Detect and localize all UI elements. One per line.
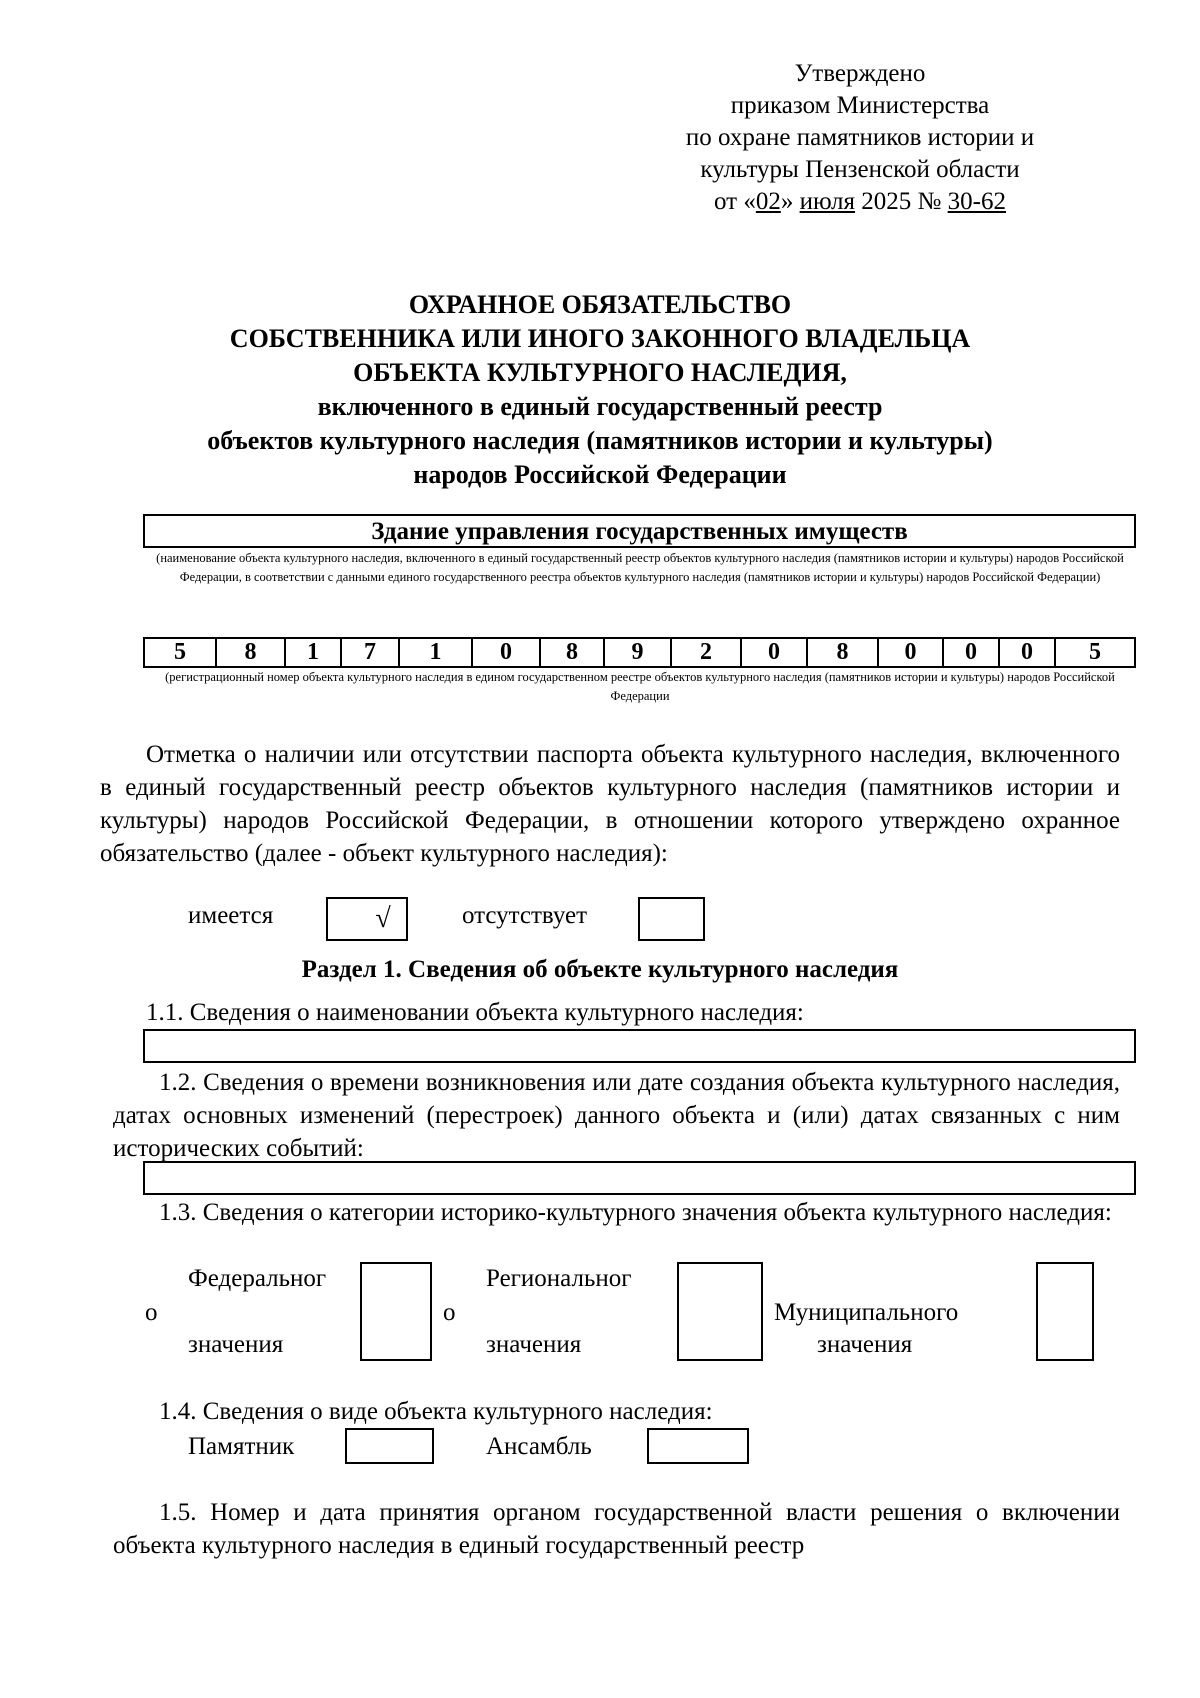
date-mid: »	[780, 188, 800, 215]
approval-line-4: культуры Пензенской области	[700, 156, 1020, 183]
approval-line-3: по охране памятников истории и	[685, 124, 1035, 151]
passport-paragraph: Отметка о наличии или отсутствии паспорта объекта культурного наследия, включенного в единый государственный реестр объектов культурного наследия (памятников истории и культуры) народов Российской Федерации, в отношении которого утверждено охранное обязательство (далее - объект культурного наследия):	[100, 741, 1120, 867]
monument-label: Памятник	[188, 1433, 295, 1460]
municipal-label-top: Муниципального	[774, 1299, 959, 1326]
registration-digit-cell: 1	[400, 639, 473, 666]
object-name-field[interactable]: Здание управления государственных имуществ	[143, 514, 1136, 548]
date-year: 2025 №	[855, 188, 948, 215]
check-mark: √	[375, 903, 391, 934]
registration-number-caption: (регистрационный номер объекта культурного наследия в едином государственном реестре объектов культурного наследия (памятников истории и культуры) народов Российской Федерации	[165, 670, 1115, 703]
date-prefix: от «	[714, 188, 756, 215]
registration-digit-cell: 8	[217, 639, 286, 666]
municipal-checkbox[interactable]	[1036, 1262, 1094, 1361]
item-1-2-field[interactable]	[143, 1161, 1136, 1195]
registration-digit-cell: 5	[145, 639, 217, 666]
passport-has-checkbox[interactable]	[326, 897, 408, 941]
title-line-1: ОХРАННОЕ ОБЯЗАТЕЛЬСТВО	[408, 290, 792, 319]
item-1-4-label: 1.4. Сведения о виде объекта культурного наследия:	[159, 1398, 713, 1425]
registration-digit-cell: 2	[672, 639, 742, 666]
title-line-2: СОБСТВЕННИКА ИЛИ ИНОГО ЗАКОННОГО ВЛАДЕЛЬЦА	[229, 324, 971, 353]
registration-digit-cell: 5	[1089, 639, 1101, 665]
registration-number-grid	[143, 637, 1136, 668]
object-name-caption: (наименование объекта культурного наследия, включенного в единый государственный реестр объектов культурного наследия (памятников истории и культуры) народов Российской Федерации, в соответствии с данными единого государственного реестра объектов культурного наследия (памятников истории и культуры) народов Российской Федерации)	[156, 551, 1124, 584]
federal-label-top: Федеральног	[188, 1265, 327, 1292]
item-1-2-label: 1.2. Сведения о времени возникновения или дате создания объекта культурного наследия, датах основных изменений (перестроек) данного объекта и (или) датах связанных с ним исторических событий:	[113, 1069, 1120, 1162]
registration-digit-cell: 0	[742, 639, 808, 666]
document-title	[100, 288, 1100, 492]
title-line-3: ОБЪЕКТА КУЛЬТУРНОГО НАСЛЕДИЯ,	[353, 358, 847, 387]
registration-digit-cell: 0	[944, 639, 1000, 666]
regional-label-top: Региональног	[486, 1265, 632, 1292]
item-1-1-field[interactable]	[143, 1029, 1136, 1063]
federal-label-o: о	[145, 1299, 158, 1326]
regional-checkbox[interactable]	[677, 1262, 763, 1361]
registration-digit-cell: 0	[1000, 639, 1056, 666]
order-number: 30-62	[947, 188, 1006, 215]
registration-digit-cell: 0	[879, 639, 944, 666]
approval-block	[640, 58, 1080, 218]
approval-line-1: Утверждено	[794, 60, 926, 87]
passport-has-label: имеется	[188, 902, 274, 929]
federal-checkbox[interactable]	[360, 1262, 432, 1361]
title-line-5: объектов культурного наследия (памятников истории и культуры)	[207, 426, 993, 455]
regional-label-o: о	[443, 1299, 456, 1326]
approval-line-2: приказом Министерства	[730, 92, 990, 119]
item-1-5-label: 1.5. Номер и дата принятия органом государственной власти решения о включении объекта культурного наследия в единый государственный реестр	[113, 1499, 1120, 1559]
date-day: 02	[755, 188, 781, 215]
registration-digit-cell: 0	[473, 639, 541, 666]
ensemble-checkbox[interactable]	[647, 1428, 749, 1464]
registration-digit-cell: 8	[541, 639, 605, 666]
passport-absent-checkbox[interactable]	[638, 897, 705, 941]
title-line-4: включенного в единый государственный реестр	[317, 392, 883, 421]
approval-date-line	[640, 186, 1080, 218]
item-1-1-label: 1.1. Сведения о наименовании объекта культурного наследия:	[146, 999, 804, 1026]
federal-label-bottom: значения	[188, 1331, 284, 1358]
passport-absent-label: отсутствует	[462, 902, 588, 929]
registration-digit-cell: 7	[342, 639, 400, 666]
regional-label-bottom: значения	[486, 1331, 582, 1358]
section-1-title: Раздел 1. Сведения об объекте культурного наследия	[301, 956, 899, 983]
item-1-3-label: 1.3. Сведения о категории историко-культурного значения объекта культурного наследия:	[159, 1199, 1112, 1226]
registration-digit-cell: 9	[605, 639, 672, 666]
ensemble-label: Ансамбль	[486, 1433, 592, 1460]
registration-digit-cell: 8	[808, 639, 879, 666]
title-line-6: народов Российской Федерации	[413, 460, 787, 489]
municipal-label-bottom: значения	[817, 1331, 913, 1358]
monument-checkbox[interactable]	[345, 1428, 434, 1464]
date-month: июля	[799, 188, 856, 215]
registration-digit-cell: 1	[286, 639, 342, 666]
